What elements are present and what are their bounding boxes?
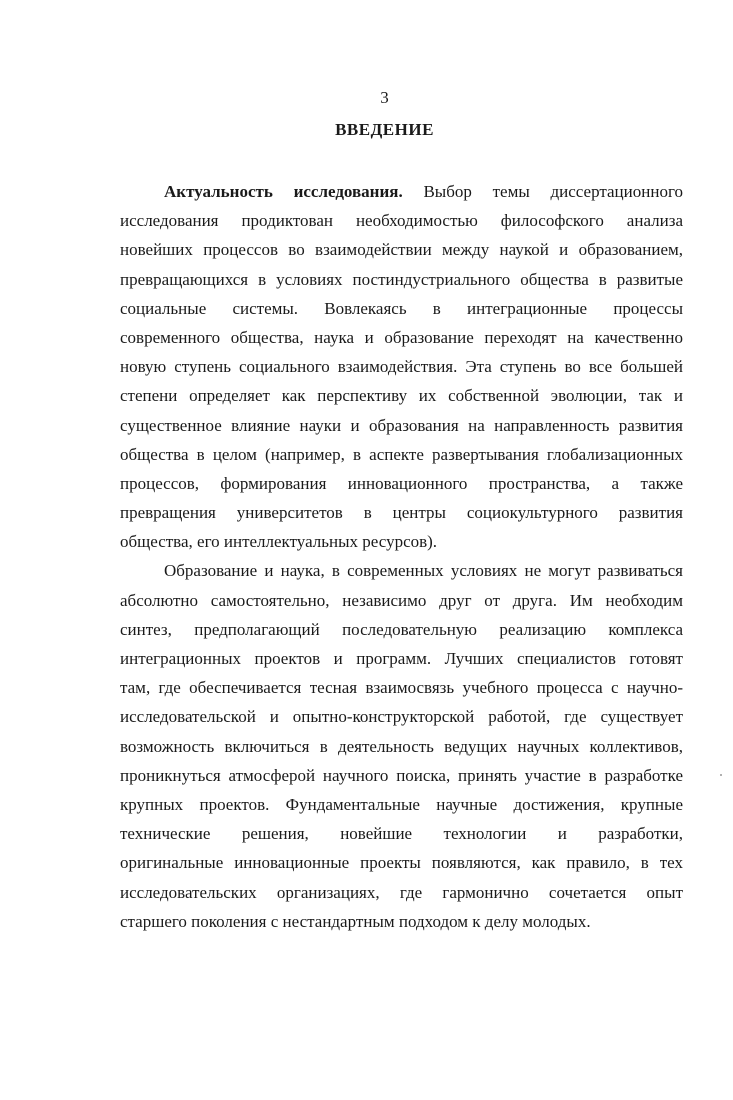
- section-heading: ВВЕДЕНИЕ: [335, 120, 434, 139]
- paragraph-1-line: процессов, формирования инновационного пространства, а также: [120, 473, 683, 493]
- paragraph-2-line: интеграционных проектов и программ. Лучших специалистов готовят: [120, 649, 683, 668]
- paragraph-1-line: общества, его интеллектуальных ресурсов).: [120, 532, 438, 552]
- paragraph-1-line: степени определяет как перспективу их собственной эволюции, так и: [120, 386, 683, 406]
- paragraph-2-line: крупных проектов. Фундаментальные научные достижения, крупные: [120, 794, 683, 814]
- paragraph-1-line-1: [120, 177, 683, 206]
- paragraph-2-line: Образование и наука, в современных условиях не могут развиваться: [164, 561, 683, 581]
- paragraph-1-line: социальные системы. Вовлекаясь в интеграционные процессы: [120, 298, 683, 318]
- paragraph-2-line: исследовательской и опытно-конструкторской работой, где существует: [120, 707, 683, 727]
- paragraph-2-line: исследовательских организациях, где гармонично сочетается опыт: [120, 882, 683, 902]
- paragraph-2-line: возможность включиться в деятельность ведущих научных коллективов,: [120, 736, 683, 756]
- paragraph-1-line: превращающихся в условиях постиндустриального общества в развитые: [120, 269, 683, 289]
- paragraph-1-line: существенное влияние науки и образования на направленность развития: [120, 415, 683, 435]
- scan-speck: [720, 774, 722, 776]
- paragraph-2-line: там, где обеспечивается тесная взаимосвязь учебного процесса с научно-: [120, 678, 683, 698]
- paragraph-2-line: абсолютно самостоятельно, независимо друг от друга. Им необходим: [120, 590, 683, 610]
- page-number: 3: [380, 88, 389, 107]
- paragraph-1-line: исследования продиктован необходимостью философского анализа: [120, 211, 683, 231]
- relevance-lead: Актуальность исследования.: [164, 182, 403, 201]
- paragraph-1-line: современного общества, наука и образование переходят на качественно: [120, 327, 683, 347]
- paragraph-1-line: новейших процессов во взаимодействии между наукой и образованием,: [120, 240, 683, 260]
- paragraph-2-line: старшего поколения с нестандартным подходом к делу молодых.: [120, 911, 591, 931]
- paragraph-2-line: технические решения, новейшие технологии и разработки,: [120, 824, 683, 844]
- paragraph-2-line: синтез, предполагающий последовательную реализацию комплекса: [120, 619, 683, 639]
- paragraph-1-line-1-rest: Выбор темы диссертационного: [423, 182, 683, 201]
- body-text: [120, 177, 683, 936]
- paragraph-1-line: превращения университетов в центры социокультурного развития: [120, 503, 683, 523]
- paragraph-1-line: новую ступень социального взаимодействия. Эта ступень во все большей: [120, 357, 683, 377]
- paragraph-1-line: общества в целом (например, в аспекте развертывания глобализационных: [120, 444, 683, 464]
- paragraph-2-line: оригинальные инновационные проекты появляются, как правило, в тех: [120, 853, 683, 873]
- paragraph-2-line: проникнуться атмосферой научного поиска, принять участие в разработке: [120, 765, 683, 785]
